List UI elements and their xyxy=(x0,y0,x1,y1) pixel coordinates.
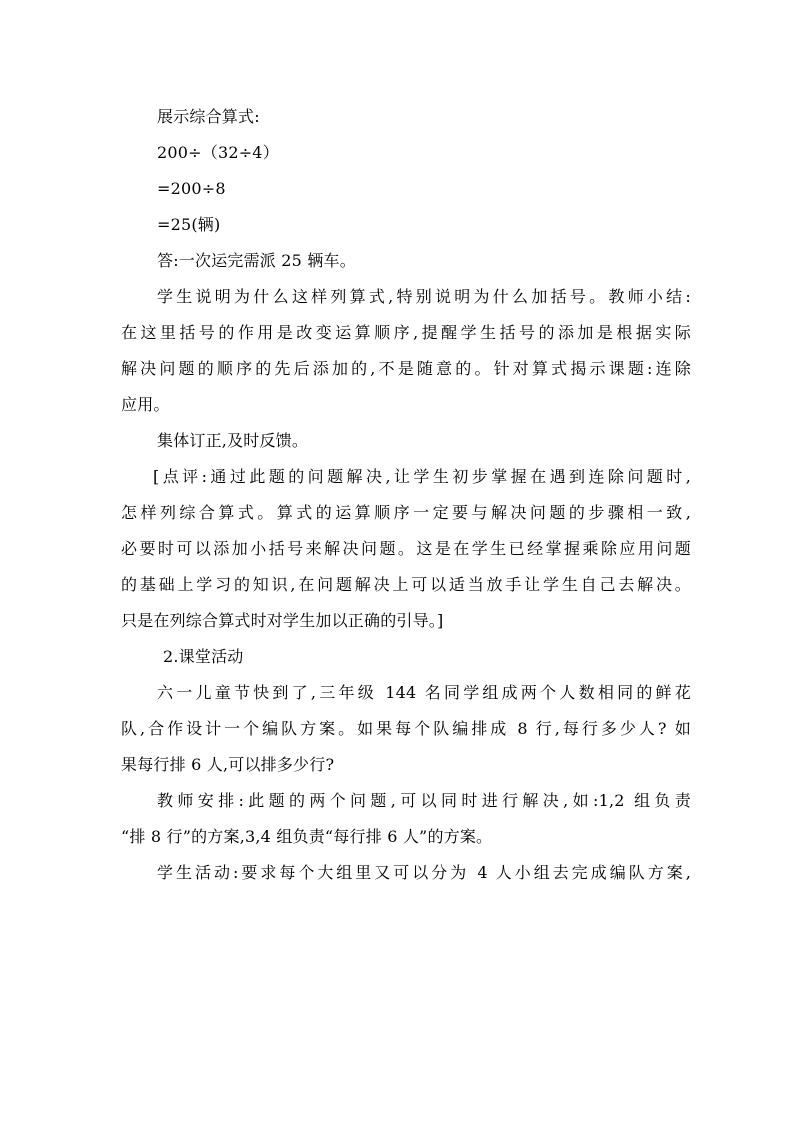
paragraph-line: 六一儿童节快到了,三年级 144 名同学组成两个人数相同的鲜花 xyxy=(157,683,691,702)
formula-line: =25(辆) xyxy=(157,215,221,234)
paragraph-line: “排 8 行”的方案,3,4 组负责“每行排 6 人”的方案。 xyxy=(121,827,493,846)
comment-line: 怎样列综合算式。算式的运算顺序一定要与解决问题的步骤相一致, xyxy=(121,503,691,522)
paragraph-line: 集体订正,及时反馈。 xyxy=(157,431,309,450)
paragraph-line: 队,合作设计一个编队方案。如果每个队编排成 8 行,每行多少人? 如 xyxy=(121,719,691,738)
formula-line: 200÷（32÷4） xyxy=(157,143,279,162)
paragraph-line: 学生说明为什么这样列算式,特别说明为什么加括号。教师小结: xyxy=(157,287,691,306)
paragraph-line: 在这里括号的作用是改变运算顺序,提醒学生括号的添加是根据实际 xyxy=(121,323,691,342)
paragraph-line: 应用。 xyxy=(121,395,170,414)
paragraph-line: 教师安排:此题的两个问题,可以同时进行解决,如:1,2 组负责 xyxy=(157,791,691,810)
comment-line: 必要时可以添加小括号来解决问题。这是在学生已经掌握乘除应用问题 xyxy=(121,539,691,558)
paragraph-line: 学生活动:要求每个大组里又可以分为 4 人小组去完成编队方案, xyxy=(157,863,691,882)
comment-line: [点评:通过此题的问题解决,让学生初步掌握在遇到连除问题时, xyxy=(153,467,691,486)
paragraph-line: 解决问题的顺序的先后添加的,不是随意的。针对算式揭示课题:连除 xyxy=(121,359,691,378)
answer-line: 答:一次运完需派 25 辆车。 xyxy=(157,251,356,270)
comment-line: 只是在列综合算式时对学生加以正确的引导。] xyxy=(121,611,444,630)
text-line: 展示综合算式: xyxy=(157,107,260,126)
paragraph-line: 果每行排 6 人,可以排多少行? xyxy=(121,755,335,774)
document-body xyxy=(121,99,691,891)
section-heading: 2.课堂活动 xyxy=(163,647,244,666)
comment-line: 的基础上学习的知识,在问题解决上可以适当放手让学生自己去解决。 xyxy=(121,575,691,594)
formula-line: =200÷8 xyxy=(157,179,226,198)
